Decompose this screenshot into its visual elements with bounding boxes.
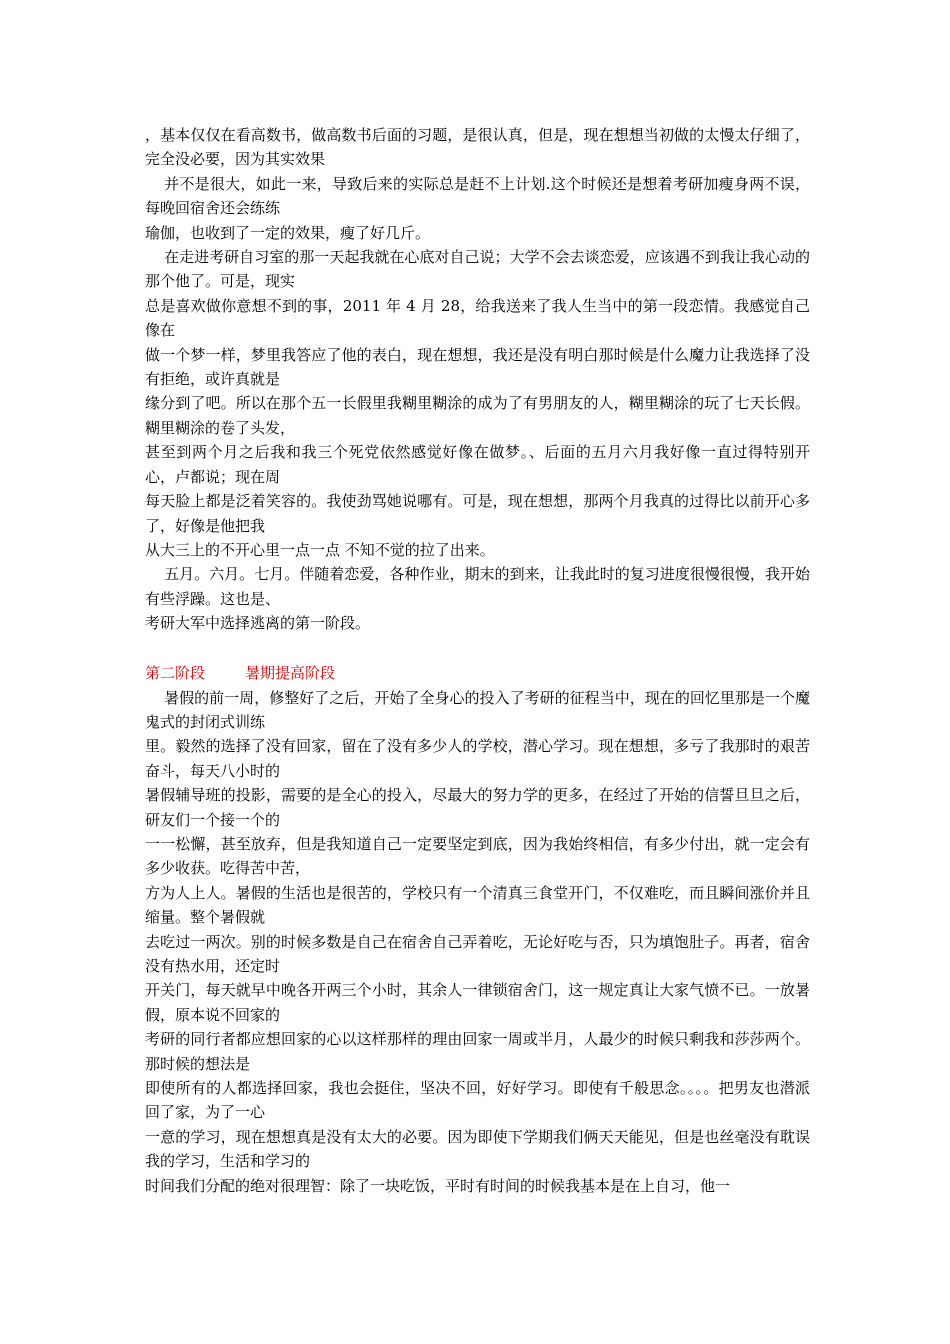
paragraph: 总是喜欢做你意想不到的事，2011 年 4 月 28，给我送来了我人生当中的第一段恋情。我感觉自己像在 bbox=[145, 296, 810, 340]
section-spacer bbox=[145, 636, 810, 660]
paragraph: 方为人上人。暑假的生活也是很苦的，学校只有一个清真三食堂开门，不仅难吃，而且瞬间涨价并且缩量。整个暑假就 bbox=[145, 883, 810, 927]
paragraph: 暑假辅导班的投影，需要的是全心的投入，尽最大的努力学的更多，在经过了开始的信誓旦旦之后，研友们一个接一个的 bbox=[145, 786, 810, 829]
paragraph: 在走进考研自习室的那一天起我就在心底对自己说；大学不会去谈恋爱，应该遇不到我让我心动的那个他了。可是，现实 bbox=[145, 248, 810, 291]
paragraph: 每天脸上都是泛着笑容的。我使劲骂她说哪有。可是，现在想想，那两个月我真的过得比以前开心多了，好像是他把我 bbox=[145, 492, 810, 535]
paragraph: 瑜伽，也收到了一定的效果，瘦了好几斤。 bbox=[145, 223, 431, 242]
paragraph: 五月。六月。七月。伴随着恋爱，各种作业，期末的到来，让我此时的复习进度很慢很慢，我开始有些浮躁。这也是、 bbox=[145, 565, 810, 608]
paragraph: 做一个梦一样，梦里我答应了他的表白，现在想想，我还是没有明白那时候是什么魔力让我选择了没有拒绝，或许真就是 bbox=[145, 345, 810, 389]
document-page bbox=[145, 123, 810, 1198]
paragraph: 考研的同行者都应想回家的心以这样那样的理由回家一周或半月，人最少的时候只剩我和莎莎两个。那时候的想法是 bbox=[145, 1030, 810, 1073]
paragraph: 甚至到两个月之后我和我三个死党依然感觉好像在做梦。、后面的五月六月我好像一直过得特别开心，卢都说；现在周 bbox=[145, 443, 810, 486]
paragraph: 从大三上的不开心里一点一点 不知不觉的拉了出来。 bbox=[145, 540, 495, 559]
paragraph: 即使所有的人都选择回家，我也会挺住，坚决不回，好好学习。即使有千般思念。。。。把男友也潜派回了家，为了一心 bbox=[145, 1079, 810, 1122]
paragraph: 考研大军中选择逃离的第一阶段。 bbox=[145, 614, 371, 633]
section-heading-title: 暑期提高阶段 bbox=[245, 663, 336, 682]
paragraph: 暑假的前一周，修整好了之后，开始了全身心的投入了考研的征程当中，现在的回忆里那是一个魔鬼式的封闭式训练 bbox=[145, 688, 810, 731]
section-heading-stage: 第二阶段 bbox=[145, 663, 206, 682]
paragraph: 开关门，每天就早中晚各开两三个小时，其余人一律锁宿舍门，这一规定真让大家气愤不已。一放暑假，原本说不回家的 bbox=[145, 981, 810, 1024]
paragraph: 时间我们分配的绝对很理智：除了一块吃饭，平时有时间的时候我基本是在上自习，他一 bbox=[145, 1176, 731, 1195]
paragraph: 去吃过一两次。别的时候多数是自己在宿舍自己弄着吃，无论好吃与否，只为填饱肚子。再者，宿舍没有热水用，还定时 bbox=[145, 932, 810, 975]
paragraph: 一意的学习，现在想想真是没有太大的必要。因为即使下学期我们俩天天能见，但是也丝毫没有耽误我的学习，生活和学习的 bbox=[145, 1127, 810, 1171]
paragraph: 缘分到了吧。所以在那个五一长假里我糊里糊涂的成为了有男朋友的人，糊里糊涂的玩了七天长假。糊里糊涂的卷了头发， bbox=[145, 394, 810, 437]
paragraph: ，基本仅仅在看高数书，做高数书后面的习题，是很认真，但是，现在想想当初做的太慢太仔细了，完全没必要，因为其实效果 bbox=[145, 126, 810, 169]
paragraph: 并不是很大，如此一来，导致后来的实际总是赶不上计划.这个时候还是想着考研加瘦身两不误，每晚回宿舍还会练练 bbox=[145, 174, 810, 218]
paragraph: 里。毅然的选择了没有回家，留在了没有多少人的学校，潜心学习。现在想想，多亏了我那时的艰苦奋斗，每天八小时的 bbox=[145, 737, 810, 780]
paragraph: 一一松懈，甚至放弃，但是我知道自己一定要坚定到底，因为我始终相信，有多少付出，就一定会有多少收获。吃得苦中苦， bbox=[145, 834, 810, 878]
section-heading bbox=[145, 660, 810, 686]
